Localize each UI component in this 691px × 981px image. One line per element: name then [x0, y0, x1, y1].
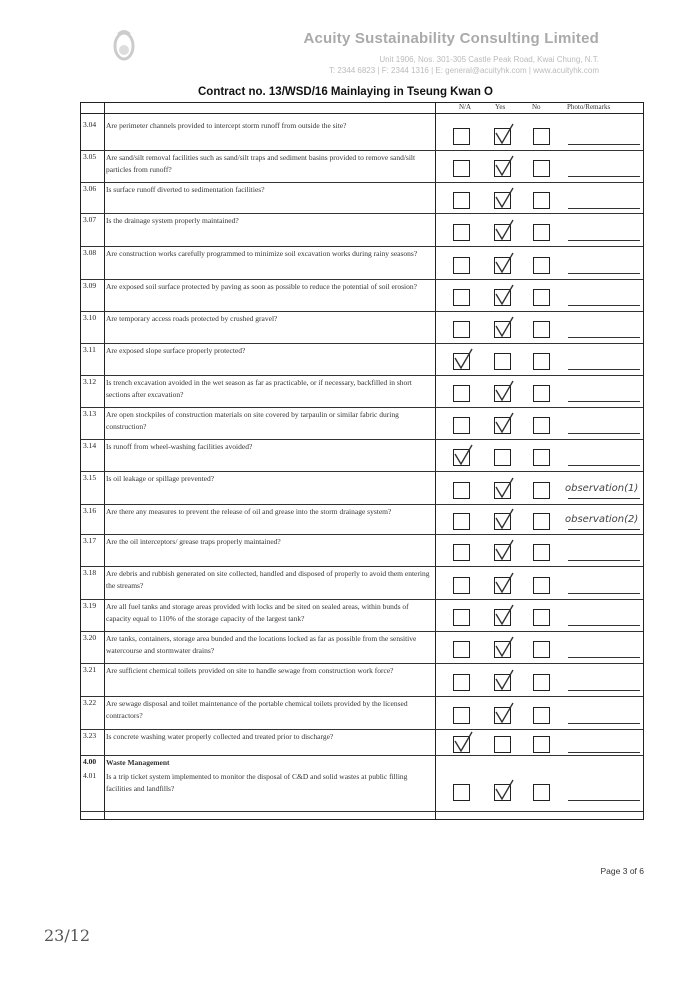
checkbox-no[interactable] [533, 192, 550, 209]
remarks-line[interactable] [568, 800, 640, 801]
checklist-row [81, 599, 643, 632]
item-number: 3.22 [83, 698, 97, 707]
checkbox-no[interactable] [533, 641, 550, 658]
checkbox-no[interactable] [533, 577, 550, 594]
checkbox-no[interactable] [533, 609, 550, 626]
remarks-line[interactable] [568, 498, 640, 499]
item-number: 3.09 [83, 281, 97, 290]
item-question: Is runoff from wheel-washing facilities avoided? [106, 442, 253, 451]
item-question: Are exposed slope surface properly protected? [106, 346, 246, 355]
checkbox-no[interactable] [533, 513, 550, 530]
item-question: Is a trip ticket system implemented to monitor the disposal of C&D and solid wastes at public filling facilities and landfills? [106, 772, 408, 793]
checklist-row [81, 566, 643, 600]
checklist-row [81, 150, 643, 183]
checkbox-no[interactable] [533, 289, 550, 306]
checklist-row [81, 631, 643, 664]
checkbox-no[interactable] [533, 224, 550, 241]
item-number: 3.08 [83, 248, 97, 257]
checkmark-icon [493, 477, 515, 499]
checkbox-na[interactable] [453, 674, 470, 691]
checkbox-no[interactable] [533, 674, 550, 691]
item-question: Are there any measures to prevent the release of oil and grease into the storm drainage system? [106, 507, 392, 516]
item-question: Are sand/silt removal facilities such as sand/silt traps and sediment basins provided to remove sand/silt particles from runoff? [106, 153, 416, 174]
checkmark-icon [493, 779, 515, 801]
remarks-line[interactable] [568, 529, 640, 530]
checklist-row [81, 471, 643, 505]
page-number: Page 3 of 6 [600, 866, 644, 876]
checkbox-yes[interactable] [494, 353, 511, 370]
checkmark-icon [452, 444, 474, 466]
item-number: 3.20 [83, 633, 97, 642]
checkbox-na[interactable] [453, 385, 470, 402]
remarks-line[interactable] [568, 401, 640, 402]
checkmark-icon [493, 539, 515, 561]
item-question: Is trench excavation avoided in the wet season as far as practicable, or if necessary, backfilled in short sections after excavation? [106, 378, 412, 399]
checkbox-no[interactable] [533, 128, 550, 145]
checkbox-no[interactable] [533, 449, 550, 466]
checkbox-na[interactable] [453, 321, 470, 338]
section-heading-row [81, 755, 643, 769]
remarks-line[interactable] [568, 240, 640, 241]
checkbox-na[interactable] [453, 160, 470, 177]
checkbox-no[interactable] [533, 321, 550, 338]
checklist-row [81, 439, 643, 472]
checkbox-yes[interactable] [494, 736, 511, 753]
checkbox-no[interactable] [533, 736, 550, 753]
checklist-row [81, 311, 643, 344]
checkbox-no[interactable] [533, 353, 550, 370]
remarks-line[interactable] [568, 657, 640, 658]
col-yes-header: Yes [495, 103, 506, 111]
checkbox-na[interactable] [453, 482, 470, 499]
checklist-row [81, 504, 643, 535]
checklist-row [81, 213, 643, 247]
checkmark-icon [493, 316, 515, 338]
checkbox-no[interactable] [533, 544, 550, 561]
remarks-line[interactable] [568, 433, 640, 434]
checkbox-no[interactable] [533, 257, 550, 274]
checkmark-icon [452, 731, 474, 753]
remarks-line[interactable] [568, 176, 640, 177]
remarks-line[interactable] [568, 625, 640, 626]
checkmark-icon [452, 348, 474, 370]
checkmark-icon [493, 123, 515, 145]
item-number: 3.16 [83, 506, 97, 515]
remarks-line[interactable] [568, 208, 640, 209]
item-number: 3.15 [83, 473, 97, 482]
checklist-row [81, 279, 643, 312]
remarks-line[interactable] [568, 305, 640, 306]
item-question: Are tanks, containers, storage area bunded and the locations locked as far as possible from the sensitive watercourse and stormwater drains? [106, 634, 417, 655]
checklist-row [81, 729, 643, 756]
handwritten-remark: observation(1) [565, 483, 639, 494]
checkmark-icon [493, 412, 515, 434]
checkmark-icon [493, 380, 515, 402]
checkmark-icon [493, 636, 515, 658]
item-question: Are open stockpiles of construction materials on site covered by tarpaulin or similar fabric during construction? [106, 410, 399, 431]
item-number: 3.21 [83, 665, 97, 674]
checkbox-na[interactable] [453, 224, 470, 241]
item-number: 3.14 [83, 441, 97, 450]
checkmark-icon [493, 669, 515, 691]
checkmark-icon [493, 702, 515, 724]
remarks-line[interactable] [568, 273, 640, 274]
item-number: 3.12 [83, 377, 97, 386]
checkbox-no[interactable] [533, 385, 550, 402]
handwritten-remark: observation(2) [565, 514, 639, 525]
checklist-table [80, 102, 644, 820]
checkbox-na[interactable] [453, 128, 470, 145]
item-number: 3.04 [83, 120, 97, 129]
company-name: Acuity Sustainability Consulting Limited [303, 30, 599, 47]
item-number: 3.11 [83, 345, 96, 354]
table-header [81, 103, 643, 114]
checkmark-icon [493, 155, 515, 177]
item-number: 3.13 [83, 409, 97, 418]
checkmark-icon [493, 284, 515, 306]
item-number: 3.07 [83, 215, 97, 224]
checkmark-icon [493, 252, 515, 274]
checkbox-na[interactable] [453, 192, 470, 209]
item-question: Is concrete washing water properly collected and treated prior to discharge? [106, 732, 334, 741]
checkbox-no[interactable] [533, 784, 550, 801]
checklist-row [81, 663, 643, 697]
item-question: Are sufficient chemical toilets provided on site to handle sewage from construction work force? [106, 666, 394, 675]
company-address: Unit 1906, Nos. 301-305 Castle Peak Road, Kwai Chung, N.T. [379, 55, 599, 64]
checkbox-no[interactable] [533, 707, 550, 724]
item-question: Are the oil interceptors/ grease traps properly maintained? [106, 537, 281, 546]
remarks-line[interactable] [568, 144, 640, 145]
remarks-line[interactable] [568, 465, 640, 466]
checklist-row [81, 534, 643, 567]
checkbox-na[interactable] [453, 289, 470, 306]
item-question: Are debris and rubbish generated on site collected, handled and disposed of properly to avoid them entering the streams? [106, 569, 430, 590]
item-number: 3.23 [83, 731, 97, 740]
remarks-line[interactable] [568, 723, 640, 724]
checkmark-icon [493, 572, 515, 594]
item-question: Are construction works carefully programmed to minimize soil excavation works during rainy seasons? [106, 249, 418, 258]
item-question: Are sewage disposal and toilet maintenance of the portable chemical toilets provided by the licensed contractors? [106, 699, 408, 720]
item-number: 4.01 [83, 771, 97, 780]
item-number: 3.05 [83, 152, 97, 161]
item-question: Is surface runoff diverted to sedimentation facilities? [106, 185, 265, 194]
item-number: 4.00 [83, 757, 97, 766]
checkbox-na[interactable] [453, 707, 470, 724]
contract-title: Contract no. 13/WSD/16 Mainlaying in Tseung Kwan O [198, 86, 493, 98]
checklist-row [81, 407, 643, 440]
checkmark-icon [493, 508, 515, 530]
item-number: 3.17 [83, 536, 97, 545]
item-question: Is the drainage system properly maintained? [106, 216, 239, 225]
checklist-row [81, 182, 643, 214]
item-question: Are exposed soil surface protected by paving as soon as possible to reduce the potential of soil erosion? [106, 282, 417, 291]
item-question: Are all fuel tanks and storage areas provided with locks and be sited on sealed areas, within bunds of capacity equal to 110% of the storage capacity of the largest tank? [106, 602, 409, 623]
item-question: Is oil leakage or spillage prevented? [106, 474, 215, 483]
checklist-row [81, 246, 643, 280]
remarks-line[interactable] [568, 690, 640, 691]
checkbox-yes[interactable] [494, 449, 511, 466]
checkmark-icon [493, 187, 515, 209]
remarks-line[interactable] [568, 560, 640, 561]
section-title: Waste Management [106, 758, 170, 767]
checkbox-na[interactable] [453, 609, 470, 626]
remarks-line[interactable] [568, 369, 640, 370]
checkbox-no[interactable] [533, 417, 550, 434]
checkbox-na[interactable] [453, 417, 470, 434]
item-question: Are perimeter channels provided to intercept storm runoff from outside the site? [106, 121, 347, 130]
checkbox-na[interactable] [453, 544, 470, 561]
checklist-row [81, 343, 643, 376]
checkbox-no[interactable] [533, 160, 550, 177]
checklist-row [81, 696, 643, 730]
checkmark-icon [493, 604, 515, 626]
checkmark-icon [493, 219, 515, 241]
checkbox-na[interactable] [453, 513, 470, 530]
company-contact: T: 2344 6823 | F: 2344 1316 | E: general@acuityhk.com | www.acuityhk.com [328, 66, 599, 75]
item-question: Are temporary access roads protected by crushed gravel? [106, 314, 278, 323]
remarks-line[interactable] [568, 752, 640, 753]
company-logo [104, 26, 144, 74]
item-number: 3.10 [83, 313, 97, 322]
checklist-row [81, 375, 643, 408]
remarks-line[interactable] [568, 593, 640, 594]
handwritten-note: 23/12 [44, 926, 91, 945]
item-number: 3.06 [83, 184, 97, 193]
checkbox-na[interactable] [453, 641, 470, 658]
item-number: 3.18 [83, 568, 97, 577]
item-number: 3.19 [83, 601, 97, 610]
col-na-header: N/A [459, 103, 472, 111]
checkbox-no[interactable] [533, 482, 550, 499]
checklist-row [81, 769, 643, 812]
checkbox-na[interactable] [453, 577, 470, 594]
col-remarks-header: Photo/Remarks [567, 103, 611, 111]
checklist-row [81, 118, 643, 151]
checkbox-na[interactable] [453, 257, 470, 274]
remarks-line[interactable] [568, 337, 640, 338]
col-no-header: No [532, 103, 541, 111]
checkbox-na[interactable] [453, 784, 470, 801]
